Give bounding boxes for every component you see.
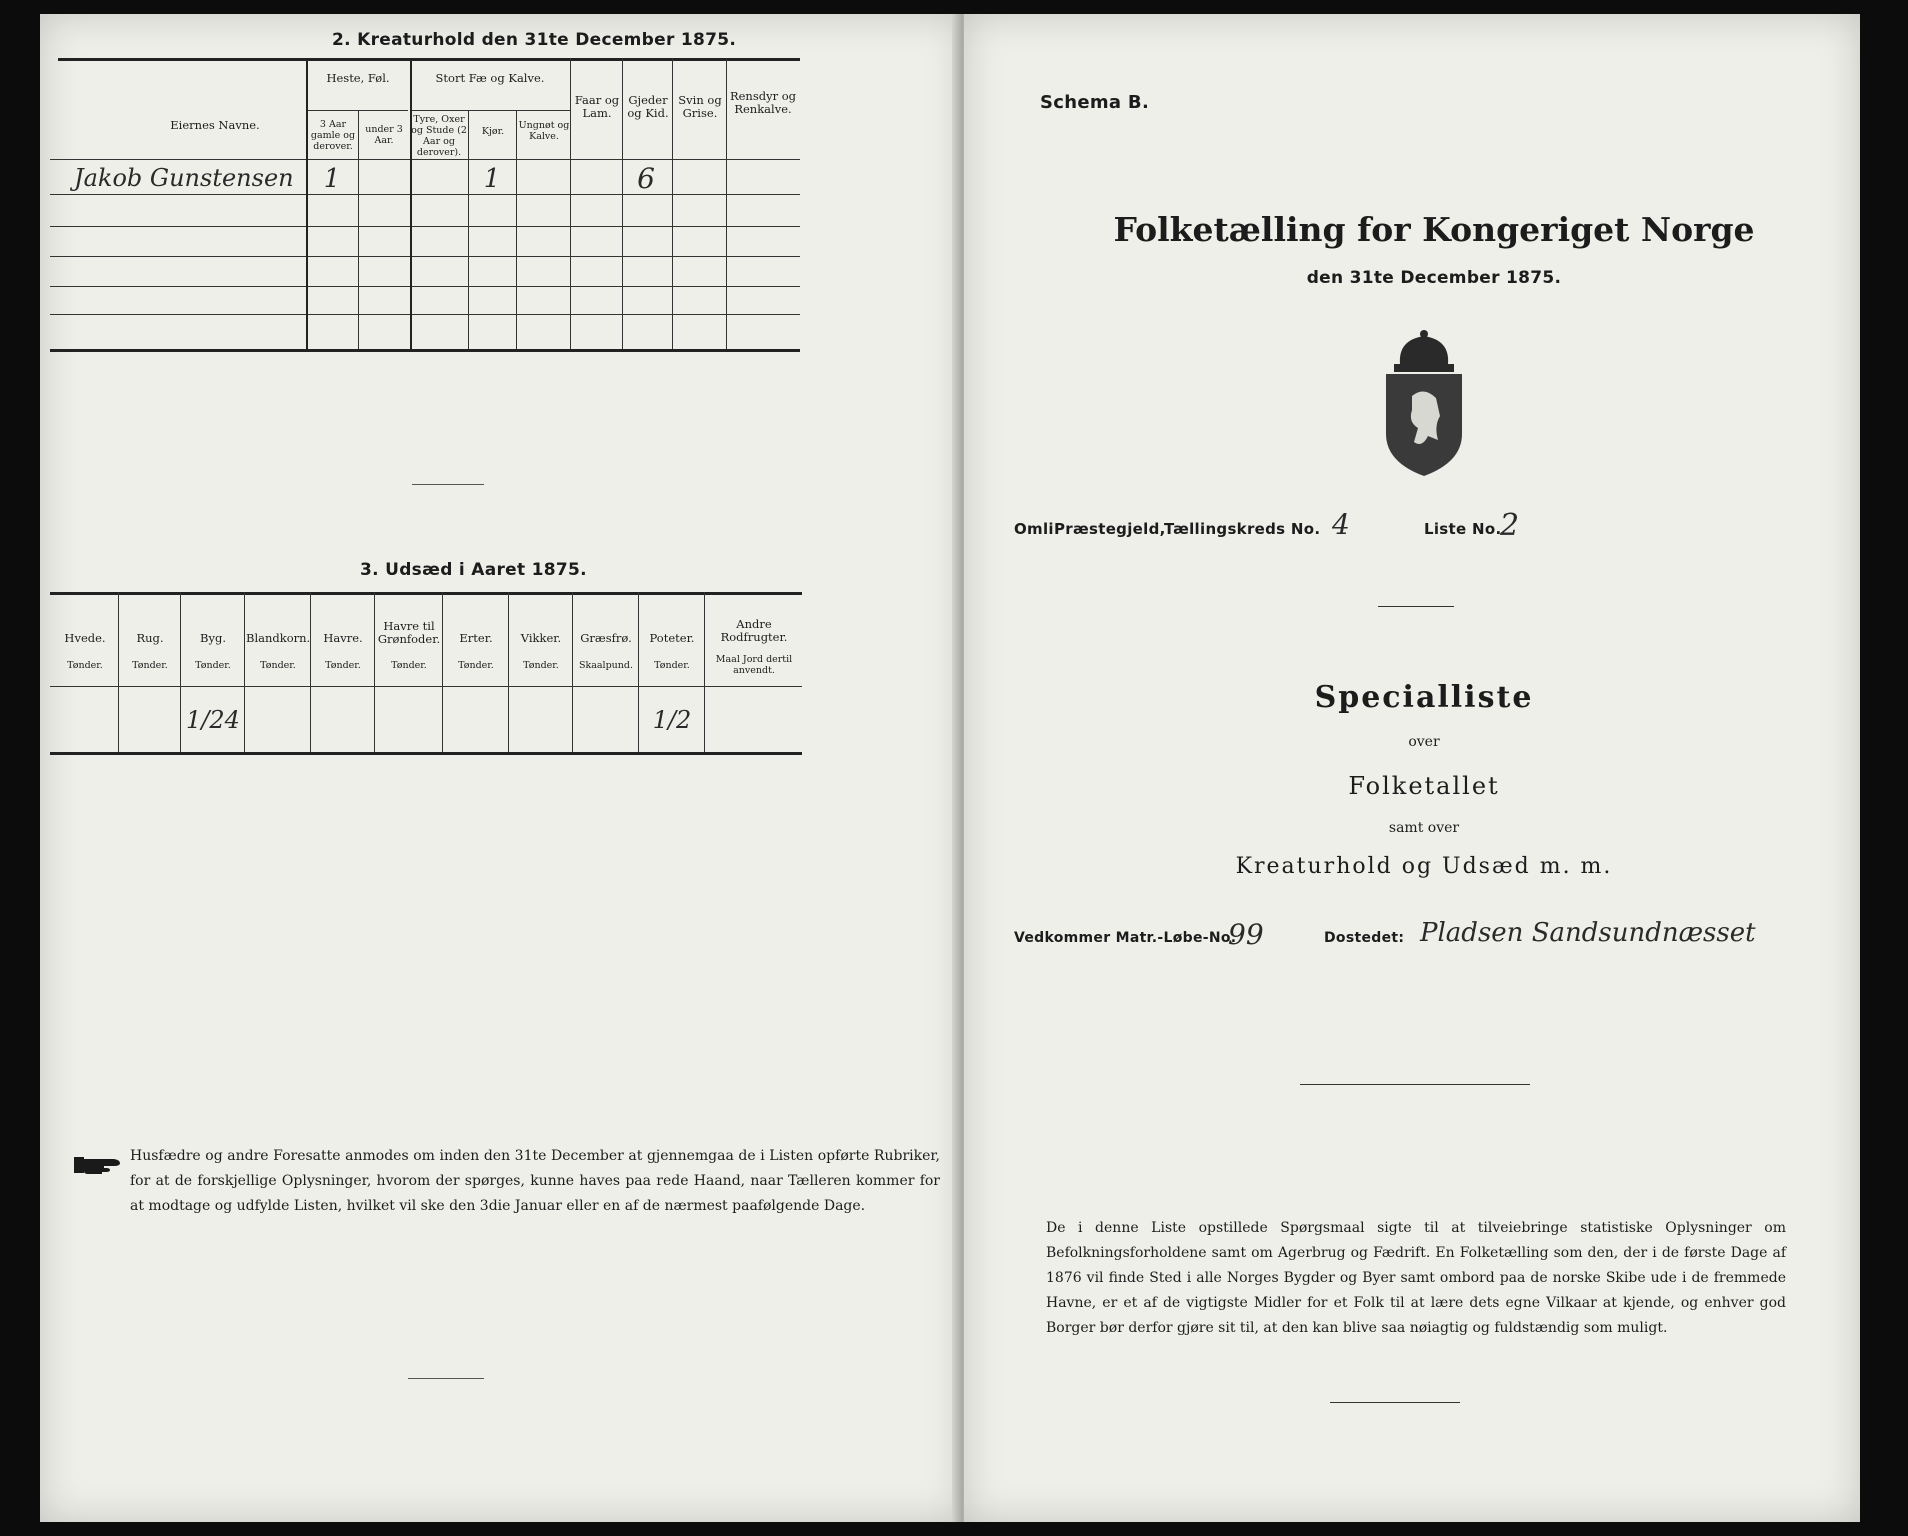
col-divider: [358, 110, 359, 349]
seed-col-divider: [638, 592, 639, 752]
section2-title: 2. Kreaturhold den 31te December 1875.: [332, 30, 737, 50]
reindeer-header: Rensdyr og Renkalve.: [729, 89, 797, 116]
horse-3plus-header: 3 Aar gamle og derover.: [310, 119, 356, 152]
specialliste-heading: Specialliste: [1314, 680, 1534, 715]
census-date: den 31te December 1875.: [1306, 268, 1562, 288]
pointing-hand-icon: [74, 1154, 122, 1176]
horse-under3-header: under 3 Aar.: [365, 124, 403, 146]
seed-unit: Tønder.: [67, 660, 103, 671]
livestock-row-rule: [50, 286, 800, 287]
seed-unit: Skaalpund.: [578, 660, 634, 671]
seed-header-rye: Rug.: [136, 631, 164, 645]
over-text: over: [1408, 734, 1440, 750]
coat-of-arms-icon: [1378, 330, 1470, 480]
seed-col-divider: [508, 592, 509, 752]
seed-unit: Tønder.: [325, 660, 361, 671]
goats-header: Gjeder og Kid.: [627, 93, 669, 120]
seed-bottom-rule: [50, 752, 802, 755]
place-label: Dostedet:: [1324, 930, 1405, 946]
seed-col-divider: [442, 592, 443, 752]
district-label: Tællingskreds No.: [1164, 520, 1321, 538]
seed-col-divider: [704, 592, 705, 752]
pigs-header: Svin og Grise.: [678, 93, 722, 120]
seed-unit: Tønder.: [523, 660, 559, 671]
livestock-bottom-rule: [50, 349, 800, 352]
separator-rule: [1300, 1084, 1530, 1085]
col-divider: [622, 58, 623, 349]
col-divider: [570, 58, 571, 349]
seed-unit: Tønder.: [458, 660, 494, 671]
col-divider: [516, 110, 517, 349]
list-label: Liste No.: [1424, 520, 1502, 538]
notice-text: Husfædre og andre Foresatte anmodes om inden den 31te December at gjennemgaa de i Listen opførte Rubriker, for at de forskjellige Oplysninger, hvorom der spørges, kunne haves paa rede Haand, naar Tælleren kommer for at modtage og udfylde Listen, hvilket vil ske den 3die Januar eller en af de nærmest paafølgende Dage.: [130, 1148, 940, 1214]
folketallet-heading: Folketallet: [1348, 772, 1500, 800]
cattle-group-header: Stort Fæ og Kalve.: [435, 71, 545, 85]
seed-top-rule: [50, 592, 802, 595]
seed-col-divider: [374, 592, 375, 752]
seed-col-divider: [310, 592, 311, 752]
samt-over-text: samt over: [1388, 820, 1460, 836]
seed-header-grass-seed: Græsfrø.: [580, 631, 632, 645]
section3-title: 3. Udsæd i Aaret 1875.: [360, 560, 587, 580]
separator-rule: [412, 484, 484, 485]
district-number: 4: [1332, 508, 1350, 541]
col-divider: [468, 110, 469, 349]
right-page: [964, 14, 1860, 1522]
livestock-top-rule: [58, 58, 800, 61]
schema-label: Schema B.: [1040, 92, 1150, 113]
seed-header-wheat: Hvede.: [64, 631, 106, 645]
place-value: Pladsen Sandsundnæsset: [1420, 918, 1756, 948]
seed-header-barley: Byg.: [200, 631, 226, 645]
seed-header-rule: [50, 686, 802, 687]
footer-text: De i denne Liste opstillede Spørgsmaal sigte til at tilveiebringe statistiske Oplysninger om Befolkningsforholdene samt om Agerbrug og Fædrift. En Folketælling som den, der i de første Dage af 1876 vil finde Sted i alle Norges Bygder og Byer samt ombord paa de norske Skibe ude i de fremmede Havne, er et af de vigtigste Midler for et Folk til at lære dets egne Vilkaar at kjende, og enhver god Borger bør derfor gjøre sit til, at den kan blive saa nøiagtig og fuldstændig som muligt.: [1046, 1220, 1786, 1336]
list-number: 2: [1500, 508, 1520, 543]
cows-value: 1: [483, 164, 501, 194]
seed-header-other-roots: Andre Rodfrugter.: [720, 617, 788, 644]
seed-unit: Tønder.: [132, 660, 168, 671]
cattle-sub-rule: [410, 110, 570, 111]
seed-header-green-oats: Havre til Grønfoder.: [377, 619, 441, 646]
livestock-row-rule: [50, 194, 800, 195]
col-divider: [672, 58, 673, 349]
seed-unit: Maal Jord dertil anvendt.: [715, 654, 793, 676]
young-cattle-header: Ungnøt og Kalve.: [518, 120, 570, 142]
col-divider: [410, 58, 412, 349]
matr-label: Vedkommer Matr.-Løbe-No.: [1014, 930, 1237, 946]
seed-col-divider: [180, 592, 181, 752]
separator-rule: [1330, 1402, 1460, 1403]
col-divider: [306, 58, 308, 349]
separator-rule: [1378, 606, 1454, 607]
goats-value: 6: [637, 162, 655, 195]
livestock-row-rule: [50, 314, 800, 315]
livestock-row-rule: [50, 256, 800, 257]
seed-header-vetch: Vikker.: [520, 631, 562, 645]
parish-name: Omli: [1014, 520, 1054, 538]
horse-3plus-value: 1: [323, 164, 341, 194]
horse-group-header: Heste, Føl.: [326, 71, 390, 85]
left-page: [40, 14, 964, 1522]
separator-rule: [408, 1378, 484, 1379]
seed-unit: Tønder.: [260, 660, 296, 671]
seed-col-divider: [572, 592, 573, 752]
seed-unit: Tønder.: [195, 660, 231, 671]
seed-header-potatoes: Poteter.: [649, 631, 695, 645]
census-title: Folketælling for Kongeriget Norge: [1113, 210, 1755, 249]
seed-col-divider: [118, 592, 119, 752]
potatoes-value: 1/2: [652, 706, 692, 734]
parish-label: Præstegjeld,: [1054, 520, 1166, 538]
seed-col-divider: [244, 592, 245, 752]
sheep-header: Faar og Lam.: [574, 93, 620, 120]
owner-name: Jakob Gunstensen: [74, 164, 294, 192]
bulls-header: Tyre, Oxer og Stude (2 Aar og derover).: [411, 114, 467, 158]
livestock-header-rule: [50, 159, 800, 160]
cows-header: Kjør.: [481, 126, 505, 137]
seed-unit: Tønder.: [654, 660, 690, 671]
matr-number: 99: [1228, 918, 1264, 951]
kreaturhold-heading: Kreaturhold og Udsæd m. m.: [1235, 854, 1613, 879]
owner-header: Eiernes Navne.: [170, 118, 260, 132]
livestock-row-rule: [50, 226, 800, 227]
seed-header-mixed: Blandkorn.: [246, 631, 311, 645]
seed-unit: Tønder.: [391, 660, 427, 671]
seed-header-oats: Havre.: [323, 631, 363, 645]
barley-value: 1/24: [186, 706, 240, 734]
col-divider: [726, 58, 727, 349]
seed-header-peas: Erter.: [459, 631, 493, 645]
